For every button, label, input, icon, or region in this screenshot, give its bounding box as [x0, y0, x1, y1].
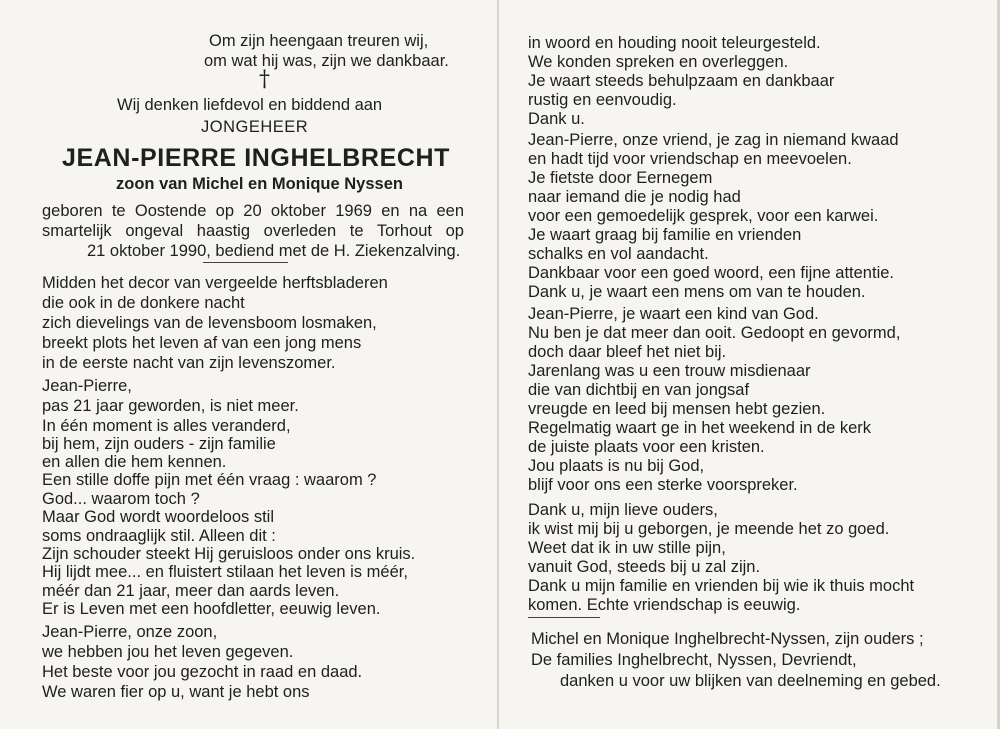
- poem-left-line: soms ondraaglijk stil. Alleen dit :: [42, 527, 276, 545]
- poem-left-line: Hij lijdt mee... en fluistert stilaan het leven is méér,: [42, 563, 408, 581]
- poem-left-line: We waren fier op u, want je hebt ons: [42, 683, 310, 701]
- poem-left-line: In één moment is alles veranderd,: [42, 417, 291, 435]
- poem-left-line: méér dan 21 jaar, meer dan aards leven.: [42, 582, 340, 600]
- intro-line-2: om wat hij was, zijn we dankbaar.: [204, 52, 449, 70]
- poem-right-line: Je fietste door Eernegem: [528, 169, 713, 187]
- honorific: JONGEHEER: [201, 118, 309, 136]
- poem-left-line: we hebben jou het leven gegeven.: [42, 643, 294, 661]
- poem-right-line: Jou plaats is nu bij God,: [528, 457, 705, 475]
- poem-left-line: Zijn schouder steekt Hij geruisloos onder ons kruis.: [42, 545, 416, 563]
- poem-left-line: Midden het decor van vergeelde herftsbladeren: [42, 274, 388, 292]
- poem-right-line: Regelmatig waart ge in het weekend in de kerk: [528, 419, 872, 437]
- poem-right-line: de juiste plaats voor een kristen.: [528, 438, 765, 456]
- poem-right-line: voor een gemoedelijk gesprek, voor een karwei.: [528, 207, 879, 225]
- poem-right-line: blijf voor ons een sterke voorspreker.: [528, 476, 798, 494]
- poem-right-line: Dank u, mijn lieve ouders,: [528, 501, 718, 519]
- poem-left-line: Het beste voor jou gezocht in raad en daad.: [42, 663, 363, 681]
- poem-right-line: Dank u mijn familie en vrienden bij wie ik thuis mocht: [528, 577, 915, 595]
- poem-right-line: Dank u, je waart een mens om van te houden.: [528, 283, 866, 301]
- poem-left-line: bij hem, zijn ouders - zijn familie: [42, 435, 276, 453]
- poem-left-line: en allen die hem kennen.: [42, 453, 227, 471]
- intro-line-1: Om zijn heengaan treuren wij,: [209, 32, 429, 50]
- poem-right-line: ik wist mij bij u geborgen, je meende het zo goed.: [528, 520, 890, 538]
- poem-right-line: in woord en houding nooit teleurgesteld.: [528, 34, 821, 52]
- poem-left-line: Een stille doffe pijn met één vraag : waarom ?: [42, 471, 377, 489]
- poem-right-line: en hadt tijd voor vriendschap en meevoelen.: [528, 150, 852, 168]
- divider: [528, 617, 600, 618]
- poem-left-line: zich dievelings van de levensboom losmaken,: [42, 314, 377, 332]
- bio-line-3: 21 oktober 1990, bediend met de H. Ziekenzalving.: [87, 242, 461, 260]
- dedication: Wij denken liefdevol en biddend aan: [117, 96, 383, 114]
- poem-right-line: Dank u.: [528, 110, 585, 128]
- card-fold: [497, 0, 499, 729]
- poem-right-line: Jarenlang was u een trouw misdienaar: [528, 362, 811, 380]
- poem-right-line: Jean-Pierre, onze vriend, je zag in niemand kwaad: [528, 131, 899, 149]
- poem-left-line: Jean-Pierre,: [42, 377, 132, 395]
- poem-right-line: schalks en vol aandacht.: [528, 245, 709, 263]
- bio-line-2: smartelijk ongeval haastig overleden te Torhout op: [42, 222, 464, 240]
- poem-right-line: Weet dat ik in uw stille pijn,: [528, 539, 726, 557]
- poem-left-line: breekt plots het leven af van een jong mens: [42, 334, 362, 352]
- parents-line: zoon van Michel en Monique Nyssen: [116, 175, 403, 193]
- poem-right-line: doch daar bleef het niet bij.: [528, 343, 727, 361]
- poem-right-line: vreugde en leed bij mensen hebt gezien.: [528, 400, 826, 418]
- poem-right-line: Dankbaar voor een goed woord, een fijne attentie.: [528, 264, 894, 282]
- poem-right-line: Nu ben je dat meer dan ooit. Gedoopt en gevormd,: [528, 324, 901, 342]
- poem-right-line: We konden spreken en overleggen.: [528, 53, 789, 71]
- poem-right-line: komen. Echte vriendschap is eeuwig.: [528, 596, 801, 614]
- poem-right-line: vanuit God, steeds bij u zal zijn.: [528, 558, 761, 576]
- poem-left-line: God... waarom toch ?: [42, 490, 200, 508]
- poem-left-line: pas 21 jaar geworden, is niet meer.: [42, 397, 299, 415]
- cross-icon: †: [259, 67, 270, 92]
- thanks-line-3: danken u voor uw blijken van deelneming en gebed.: [560, 672, 941, 690]
- poem-right-line: rustig en eenvoudig.: [528, 91, 677, 109]
- poem-right-line: naar iemand die je nodig had: [528, 188, 741, 206]
- poem-left-line: die ook in de donkere nacht: [42, 294, 245, 312]
- poem-right-line: die van dichtbij en van jongsaf: [528, 381, 750, 399]
- poem-left-line: in de eerste nacht van zijn levenszomer.: [42, 354, 336, 372]
- deceased-name: JEAN-PIERRE INGHELBRECHT: [62, 144, 451, 172]
- divider: [203, 262, 288, 263]
- poem-left-line: Maar God wordt woordeloos stil: [42, 508, 275, 526]
- thanks-line-2: De families Inghelbrecht, Nyssen, Devriendt,: [531, 651, 857, 669]
- poem-right-line: Jean-Pierre, je waart een kind van God.: [528, 305, 819, 323]
- poem-right-line: Je waart graag bij familie en vrienden: [528, 226, 802, 244]
- poem-left-line: Jean-Pierre, onze zoon,: [42, 623, 218, 641]
- bio-line-1: geboren te Oostende op 20 oktober 1969 en na een: [42, 202, 464, 220]
- poem-left-line: Er is Leven met een hoofdletter, eeuwig leven.: [42, 600, 381, 618]
- thanks-line-1: Michel en Monique Inghelbrecht-Nyssen, zijn ouders ;: [531, 630, 924, 648]
- poem-right-line: Je waart steeds behulpzaam en dankbaar: [528, 72, 835, 90]
